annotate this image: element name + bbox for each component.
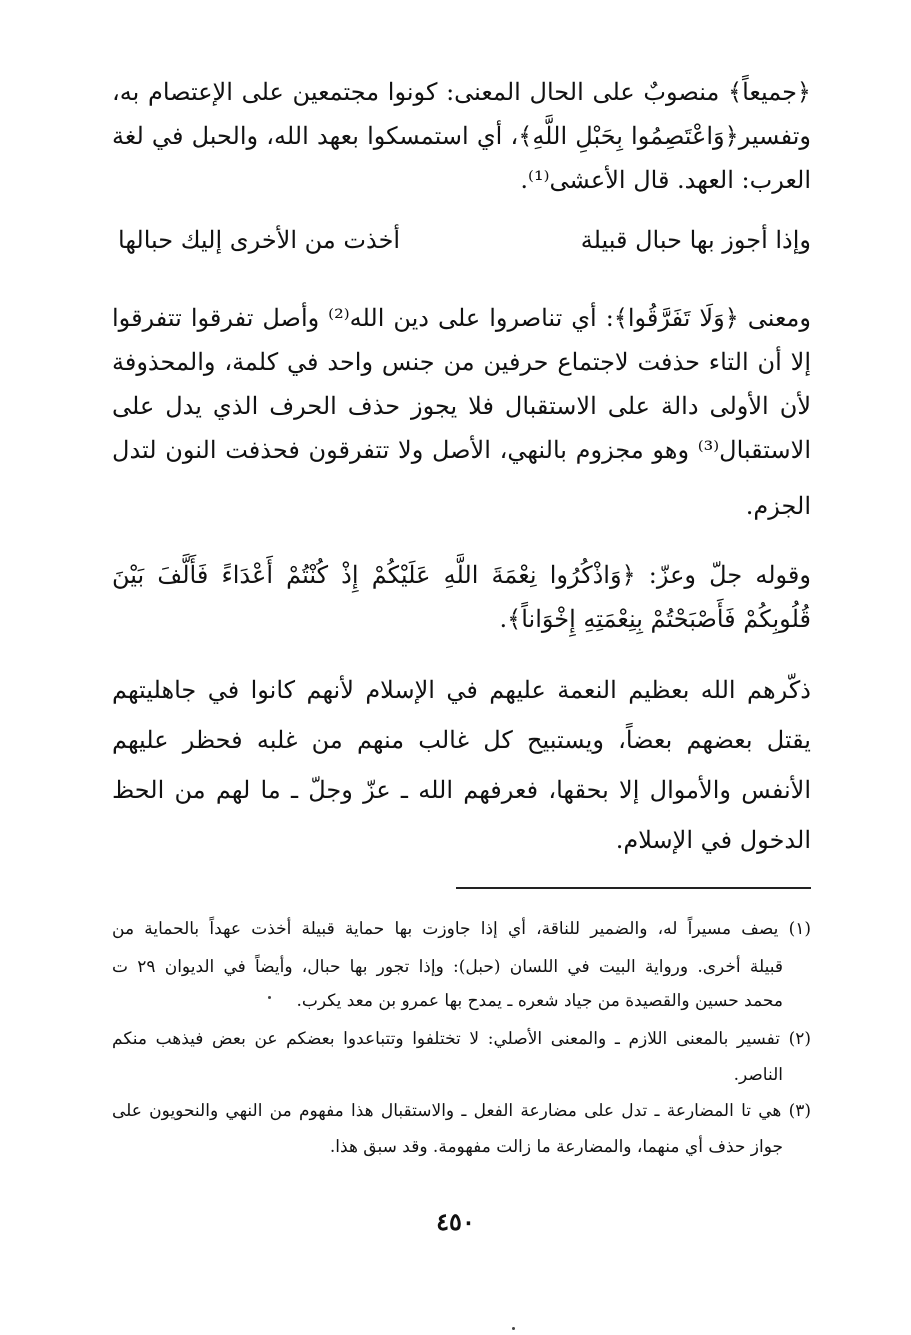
footnote-1-line-1: (١) يصف مسيراً له، والضمير للناقة، أي إذا جاوزت بها حماية قبيلة أخذت عهداً بالحماية من: [112, 919, 811, 939]
paragraph-3-line-1: وقوله جلّ وعزّ: ﴿وَاذْكُرُوا نِعْمَةَ اللَّهِ عَلَيْكُمْ إِذْ كُنْتُمْ أَعْدَاءً فَأَلَّفَ بَيْنَ: [112, 561, 811, 589]
paragraph-3-line-2: قُلُوبِكُمْ فَأَصْبَحْتُمْ بِنِعْمَتِهِ إِخْوَاناً﴾.: [499, 605, 811, 633]
verse-hemistich-2: أخذت من الأخرى إليك حبالها: [118, 226, 401, 254]
scan-speck: [512, 1327, 515, 1330]
page-number: ٤٥٠: [436, 1207, 475, 1236]
footnote-2-line-2: الناصر.: [733, 1065, 783, 1085]
footnote-1-line-3: محمد حسين والقصيدة من جياد شعره ـ يمدح بها عمرو بن معد يكرب.: [296, 991, 783, 1011]
paragraph-1-line-1: ﴿جميعاً﴾ منصوبٌ على الحال المعنى: كونوا مجتمعين على الإعتصام به،: [112, 78, 811, 106]
paragraph-4-line-3: الأنفس والأموال إلا بحقها، فعرفهم الله ـ عزّ وجلّ ـ ما لهم من الحظ: [112, 776, 811, 804]
footnote-2-line-1: (٢) تفسير بالمعنى اللازم ـ والمعنى الأصلي: لا تختلفوا وتتباعدوا بعضكم عن بعض فيذهب منكم: [112, 1029, 811, 1049]
paragraph-1-line-2: وتفسير﴿وَاعْتَصِمُوا بِحَبْلِ اللَّهِ﴾، أي استمسكوا بعهد الله، والحبل في لغة: [112, 122, 811, 150]
paragraph-2-line-3: لأن الأولى دالة على الاستقبال فلا يجوز حذف الحرف الذي يدل على: [112, 392, 811, 420]
paragraph-2-line-1: ومعنى ﴿وَلَا تَفَرَّقُوا﴾: أي تناصروا على دين الله⁽²⁾ وأصل تفرقوا تتفرقوا: [112, 304, 811, 332]
footnote-3-line-1: (٣) هي تا المضارعة ـ تدل على مضارعة الفعل ـ والاستقبال هذا مفهوم من النهي والنحويون على: [112, 1101, 811, 1121]
paragraph-4-line-1: ذكّرهم الله بعظيم النعمة عليهم في الإسلام لأنهم كانوا في جاهليتهم: [112, 676, 811, 704]
paragraph-4-line-4: الدخول في الإسلام.: [615, 826, 811, 854]
paragraph-2-line-5: الجزم.: [745, 492, 811, 520]
footnote-3-line-2: جواز حذف أي منهما، والمضارعة ما زالت مفهومة. وقد سبق هذا.: [329, 1137, 783, 1157]
footnote-1-line-2: قبيلة أخرى. ورواية البيت في اللسان (حبل): وإذا تجور بها حبال، وأيضاً في الديوان ٢٩ ت: [112, 957, 783, 977]
scan-speck: [268, 996, 271, 999]
paragraph-1-line-3: العرب: العهد. قال الأعشى⁽¹⁾.: [520, 166, 811, 194]
paragraph-2-line-4: الاستقبال⁽³⁾ وهو مجزوم بالنهي، الأصل ولا تتفرقون فحذفت النون لتدل: [112, 436, 811, 464]
footnote-separator: [456, 887, 811, 889]
paragraph-2-line-2: إلا أن التاء حذفت لاجتماع حرفين من جنس واحد في كلمة، والمحذوفة: [112, 348, 811, 376]
verse-hemistich-1: وإذا أجوز بها حبال قبيلة: [580, 226, 811, 254]
paragraph-4-line-2: يقتل بعضهم بعضاً، ويستبيح كل غالب منهم من غلبه فحظر عليهم: [112, 726, 811, 754]
